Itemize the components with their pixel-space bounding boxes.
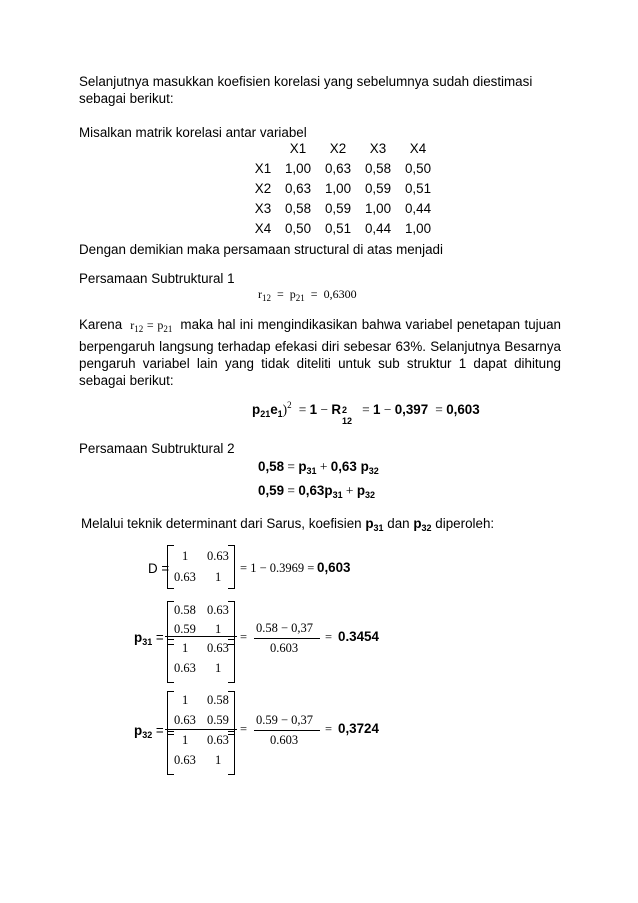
matrix-bracket-left	[167, 731, 174, 775]
column-header: X1	[289, 140, 307, 156]
sub2-equation-2: $0,59 = 0,63p_{31} + p_{32}$	[258, 483, 376, 500]
matrix-intro: Misalkan matrik korelasi antar variabel	[79, 125, 307, 140]
matrix-cell: 1	[215, 622, 222, 636]
table-cell: 0,50	[284, 220, 312, 236]
table-cell: 0,44	[364, 220, 392, 236]
matrix-cell: 0.59	[207, 713, 229, 727]
matrix-bracket-right	[228, 639, 235, 683]
matrix-cell: 1	[182, 733, 189, 747]
p31-label: $p_{31}$ =	[134, 630, 164, 647]
table-cell: 0,59	[364, 180, 392, 196]
d-calculation: = 1 − 0.3969 =	[240, 561, 315, 575]
matrix-bracket-left	[167, 639, 174, 683]
column-header: X4	[409, 140, 427, 156]
sub2-equation-1: $0,58 = p_{31} + 0,63$ $p_{32}$	[258, 459, 379, 476]
table-cell: 0,50	[404, 160, 432, 176]
matrix-cell: 0.63	[207, 733, 229, 747]
matrix-cell: 0.63	[174, 753, 196, 767]
correlation-table	[248, 138, 438, 238]
p32-label: $p_{32}$ =	[134, 723, 164, 740]
sub2-heading: Persamaan Subtruktural 2	[79, 441, 235, 456]
row-label: X1	[254, 160, 272, 176]
fraction-line	[254, 730, 320, 731]
p32-denominator: 0.603	[270, 733, 299, 747]
matrix-cell: 1	[182, 549, 189, 563]
matrix-cell: 1	[182, 641, 189, 655]
table-cell: 0,58	[364, 160, 392, 176]
matrix-cell: 1	[215, 753, 222, 767]
table-row	[248, 198, 438, 218]
matrix-cell: 0.63	[174, 661, 196, 675]
sub1-paragraph: Karena $r_{12} = p_{21}$ maka hal ini mengindikasikan bahwa variabel penetapan tujuan berpengaruh langsung terhadap efekasi diri sebesar 63%. Selanjutnya Besarnya pengaruh variabel lain yang tidak diteliti untuk sub struktur 1 dapat dihitung sebagai berikut:	[79, 317, 561, 388]
table-cell: 0,63	[324, 160, 352, 176]
row-label: X3	[254, 200, 272, 216]
matrix-cell: 0.58	[174, 603, 196, 617]
equals-sign: =	[240, 722, 248, 736]
table-header-row	[248, 138, 438, 158]
matrix-cell: 1	[215, 661, 222, 675]
sub1-heading: Persamaan Subtruktural 1	[79, 271, 235, 286]
row-label: X2	[254, 180, 272, 196]
matrix-bracket-left	[167, 545, 174, 589]
residual-equation: $p_{21}e_1)^2 = 1 - R$ 2 12 = 1 − 0,397 = 0,603	[252, 400, 480, 426]
equals-sign: =	[325, 630, 333, 644]
table-cell: 1,00	[364, 200, 392, 216]
matrix-cell: 1	[215, 570, 222, 584]
table-cell: 0,51	[324, 220, 352, 236]
matrix-bracket-right	[228, 731, 235, 775]
p32-result: 0,3724	[338, 721, 379, 736]
equals-sign: =	[325, 722, 333, 736]
d-result: 0,603	[317, 560, 351, 575]
matrix-cell: 0.63	[207, 641, 229, 655]
intro-line-2: sebagai berikut:	[79, 91, 174, 106]
intro-line-1: Selanjutnya masukkan koefisien korelasi yang sebelumnya sudah diestimasi	[79, 74, 533, 89]
matrix-cell: 0.59	[174, 622, 196, 636]
matrix-cell: 0.63	[207, 603, 229, 617]
column-header: X3	[369, 140, 387, 156]
matrix-bracket-right	[228, 545, 235, 589]
matrix-cell: 0.63	[207, 549, 229, 563]
row-label: X4	[254, 220, 272, 236]
table-cell: 0,44	[404, 200, 432, 216]
column-header: X2	[329, 140, 347, 156]
matrix-cell: 1	[182, 693, 189, 707]
matrix-cell: 0.63	[174, 570, 196, 584]
fraction-line	[165, 636, 237, 637]
p31-numerator: 0.58 − 0,37	[256, 621, 314, 635]
structural-text: Dengan demikian maka persamaan structural di atas menjadi	[79, 242, 443, 257]
table-cell: 0,58	[284, 200, 312, 216]
sub1-equation: $r_{12} = p_{21} = 0,6300$	[258, 287, 357, 303]
table-cell: 1,00	[324, 180, 352, 196]
table-row	[248, 158, 438, 178]
table-cell: 0,51	[404, 180, 432, 196]
d-label: D =	[148, 561, 170, 576]
matrix-cell: 0.63	[174, 713, 196, 727]
equals-sign: =	[240, 630, 248, 644]
fraction-line	[165, 729, 237, 730]
fraction-line	[254, 638, 320, 639]
table-row	[248, 178, 438, 198]
determinant-text: Melalui teknik determinant dari Sarus, koefisien $p_{31}$ dan $p_{32}$ diperoleh:	[81, 516, 495, 533]
p32-numerator: 0.59 − 0,37	[256, 713, 314, 727]
matrix-cell: 0.58	[207, 693, 229, 707]
table-row	[248, 218, 438, 238]
table-cell: 0,63	[284, 180, 312, 196]
table-cell: 1,00	[284, 160, 312, 176]
table-cell: 1,00	[404, 220, 432, 236]
p31-result: 0.3454	[338, 629, 379, 644]
p31-denominator: 0.603	[270, 641, 299, 655]
table-cell: 0,59	[324, 200, 352, 216]
